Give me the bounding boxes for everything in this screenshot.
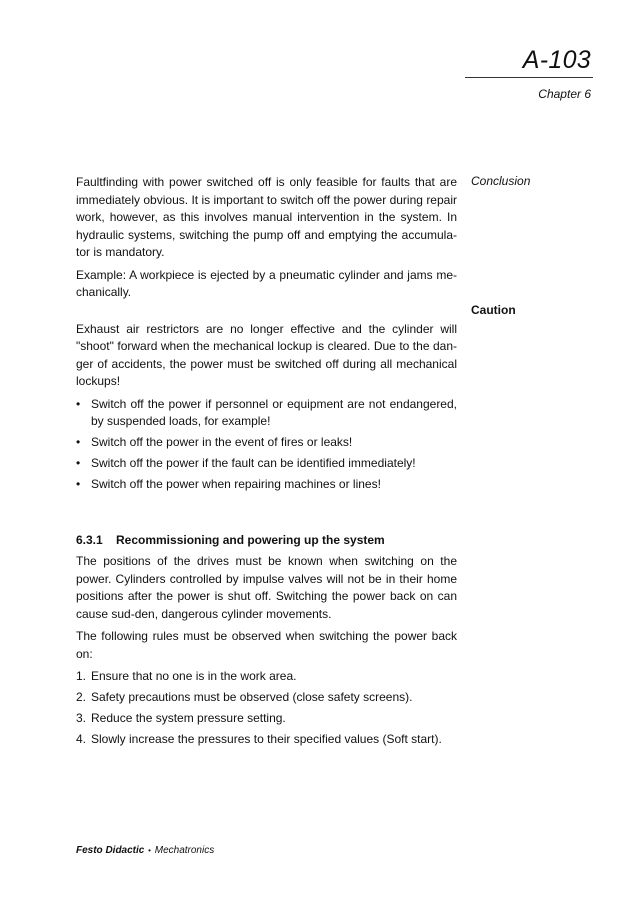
list-item (76, 455, 457, 473)
caution-bullet-list (76, 396, 457, 494)
bullet-icon: • (76, 456, 81, 470)
list-item (76, 689, 457, 707)
list-item (76, 434, 457, 452)
bullet-icon: • (76, 435, 81, 449)
caution-section (76, 321, 457, 494)
list-item-text: Switch off the power if the fault can be identified immediately! (91, 456, 416, 470)
list-item (76, 710, 457, 728)
step-number: 2. (76, 690, 87, 704)
conclusion-paragraph: Faultfinding with power switched off is only feasible for faults that are immediately obvious. It is important to switch off the power during repair work, however, as this involves manual intervention in the system. In hydraulic systems, switching the pump off and emptying the accumula-tor is mandatory. (76, 175, 457, 259)
bullet-icon: • (76, 477, 81, 491)
list-item-text: Switch off the power when repairing machines or lines! (91, 477, 381, 491)
bullet-icon: • (76, 396, 81, 411)
list-item-text: Ensure that no one is in the work area. (91, 669, 297, 683)
page-footer (76, 845, 214, 856)
caution-paragraph: Exhaust air restrictors are no longer effective and the cylinder will "shoot" forward when the mechanical lockup is cleared. Due to the dan-ger of accidents, the power must be switched off during all mechanical lockups! (76, 321, 457, 388)
header-rule (465, 77, 593, 78)
step-number: 4. (76, 732, 87, 746)
rules-intro-paragraph: The following rules must be observed when switching the power back on: (76, 629, 457, 661)
conclusion-section (76, 174, 457, 302)
list-item-text: Slowly increase the pressures to their specified values (Soft start). (91, 732, 442, 746)
page-header (465, 46, 593, 101)
margin-note-caution: Caution (471, 303, 516, 317)
step-number: 3. (76, 711, 87, 725)
list-item-text: Safety precautions must be observed (close safety screens). (91, 690, 413, 704)
example-paragraph: Example: A workpiece is ejected by a pneumatic cylinder and jams me-chanically. (76, 267, 457, 299)
list-item-text: Reduce the system pressure setting. (91, 711, 286, 725)
list-item (76, 476, 457, 494)
rules-numbered-list (76, 668, 457, 749)
section-heading (76, 532, 457, 550)
list-item-text: Switch off the power if personnel or equipment are not endangered, by suspended loads, for example! (91, 396, 457, 428)
main-content (76, 174, 457, 752)
footer-subtitle: Mechatronics (154, 845, 215, 856)
page-number: A-103 (522, 46, 591, 74)
section-number: 6.3.1 (76, 532, 103, 547)
chapter-label: Chapter 6 (538, 87, 591, 101)
recommissioning-section (76, 532, 457, 749)
step-number: 1. (76, 669, 87, 683)
margin-note-conclusion: Conclusion (471, 174, 531, 188)
list-item (76, 668, 457, 686)
list-item-text: Switch off the power in the event of fires or leaks! (91, 435, 353, 449)
recommissioning-paragraph: The positions of the drives must be known when switching on the power. Cylinders controlled by impulse valves will not be in their home positions after the power is shut off. Switching the power back on can cause sud-den, dangerous cylinder movements. (76, 554, 457, 621)
list-item (76, 731, 457, 749)
footer-brand: Festo Didactic (76, 845, 145, 856)
section-title: Recommissioning and powering up the system (116, 532, 385, 547)
footer-separator: • (148, 846, 151, 855)
list-item (76, 396, 457, 431)
